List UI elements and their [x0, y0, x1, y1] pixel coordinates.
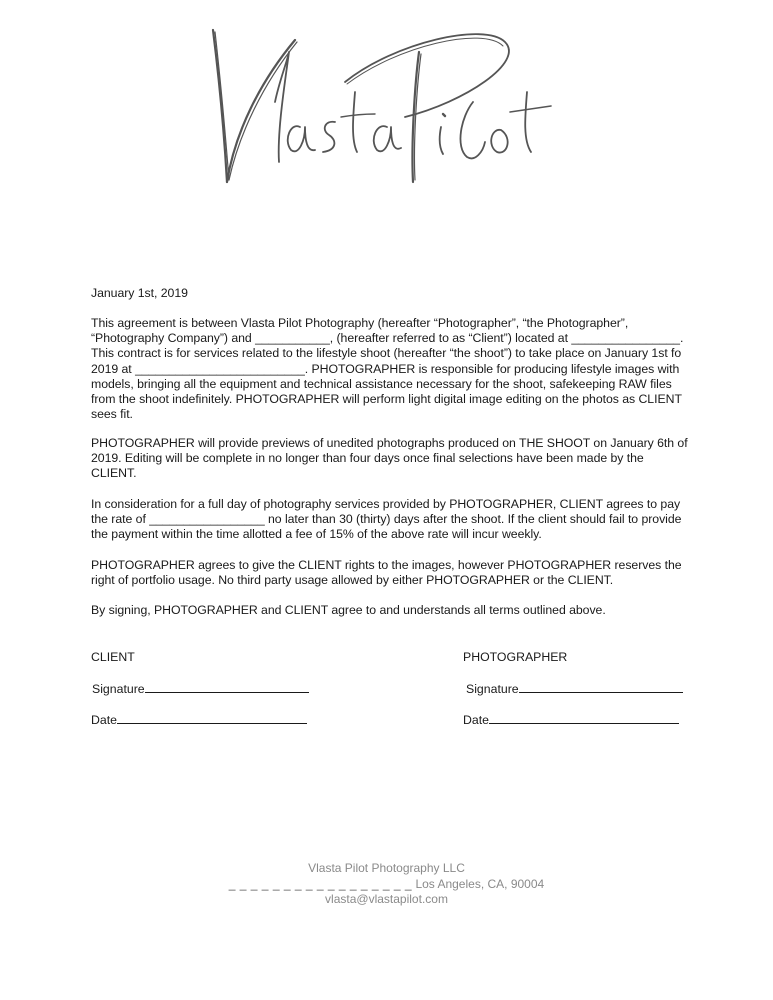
- paragraph-agreement-parties: [91, 316, 691, 422]
- photographer-date-rule: [489, 711, 679, 724]
- photographer-signature-label: Signature: [466, 682, 519, 696]
- client-signature-rule: [145, 680, 309, 693]
- client-date-line[interactable]: [91, 711, 307, 727]
- client-name-blank: ___________: [255, 331, 330, 346]
- photographer-signature-line[interactable]: [466, 680, 683, 696]
- p3-text-b: no later than 30 (thirty) days after the shoot. If the client should fail to provide the payment within the time allotted a fee of 15% of the above rate will incur weekly.: [91, 512, 682, 542]
- paragraph-signing: By signing, PHOTOGRAPHER and CLIENT agree to and understands all terms outlined above.: [91, 603, 606, 617]
- paragraph-payment: [91, 497, 691, 543]
- photographer-date-line[interactable]: [463, 711, 679, 727]
- vlasta-pilot-logo: [205, 22, 555, 192]
- photographer-signature-rule: [519, 680, 683, 693]
- footer-company: Vlasta Pilot Photography LLC: [308, 861, 465, 875]
- footer-email[interactable]: vlasta@vlastapilot.com: [325, 892, 448, 906]
- footer-city: Los Angeles, CA, 90004: [415, 877, 545, 891]
- p1-text-a: This agreement is between Vlasta Pilot Photography (hereafter “Photographer”, “the Photographer”, “Photography Company”) and: [91, 316, 629, 346]
- footer-address: [0, 877, 773, 891]
- client-heading: CLIENT: [91, 650, 135, 664]
- footer-dashes: _ _ _ _ _ _ _ _ _ _ _ _ _ _ _ _ _: [228, 877, 413, 891]
- paragraph-previews: PHOTOGRAPHER will provide previews of unedited photographs produced on THE SHOOT on January 6th of 2019. Editing will be complete in no longer than four days once final selections have been made by the CLIENT.: [91, 436, 688, 481]
- rate-blank: _________________: [149, 512, 265, 527]
- shoot-location-blank: _________________________: [135, 361, 305, 376]
- client-signature-line[interactable]: [92, 680, 309, 696]
- p1-text-c: . This contract is for services related to the lifestyle shoot (hereafter “the shoot”) to take place on January 1st fo 2019 at: [91, 331, 684, 376]
- agreement-date: January 1st, 2019: [91, 286, 188, 300]
- client-date-rule: [117, 711, 307, 724]
- p3-text-a: In consideration for a full day of photography services provided by PHOTOGRAPHER, CLIENT agrees to pay the rate of: [91, 497, 681, 527]
- photographer-heading: PHOTOGRAPHER: [463, 650, 568, 664]
- p1-text-d: . PHOTOGRAPHER is responsible for producing lifestyle images with models, bringing all the equipment and technical assistance necessary for the shoot, safekeeping RAW files from the shoot indefinitely. PHOTOGRAPHER will perform light digital image editing on the photos as CLIENT sees fit.: [91, 361, 682, 422]
- p1-text-b: , (hereafter referred to as “Client”) located at: [329, 331, 568, 346]
- paragraph-rights: PHOTOGRAPHER agrees to give the CLIENT rights to the images, however PHOTOGRAPHER reserves the right of portfolio usage. No third party usage allowed by either PHOTOGRAPHER or the CLIENT.: [91, 558, 682, 588]
- photographer-date-label: Date: [463, 713, 489, 727]
- client-date-label: Date: [91, 713, 117, 727]
- client-signature-label: Signature: [92, 682, 145, 696]
- client-location-blank: ________________: [571, 331, 680, 346]
